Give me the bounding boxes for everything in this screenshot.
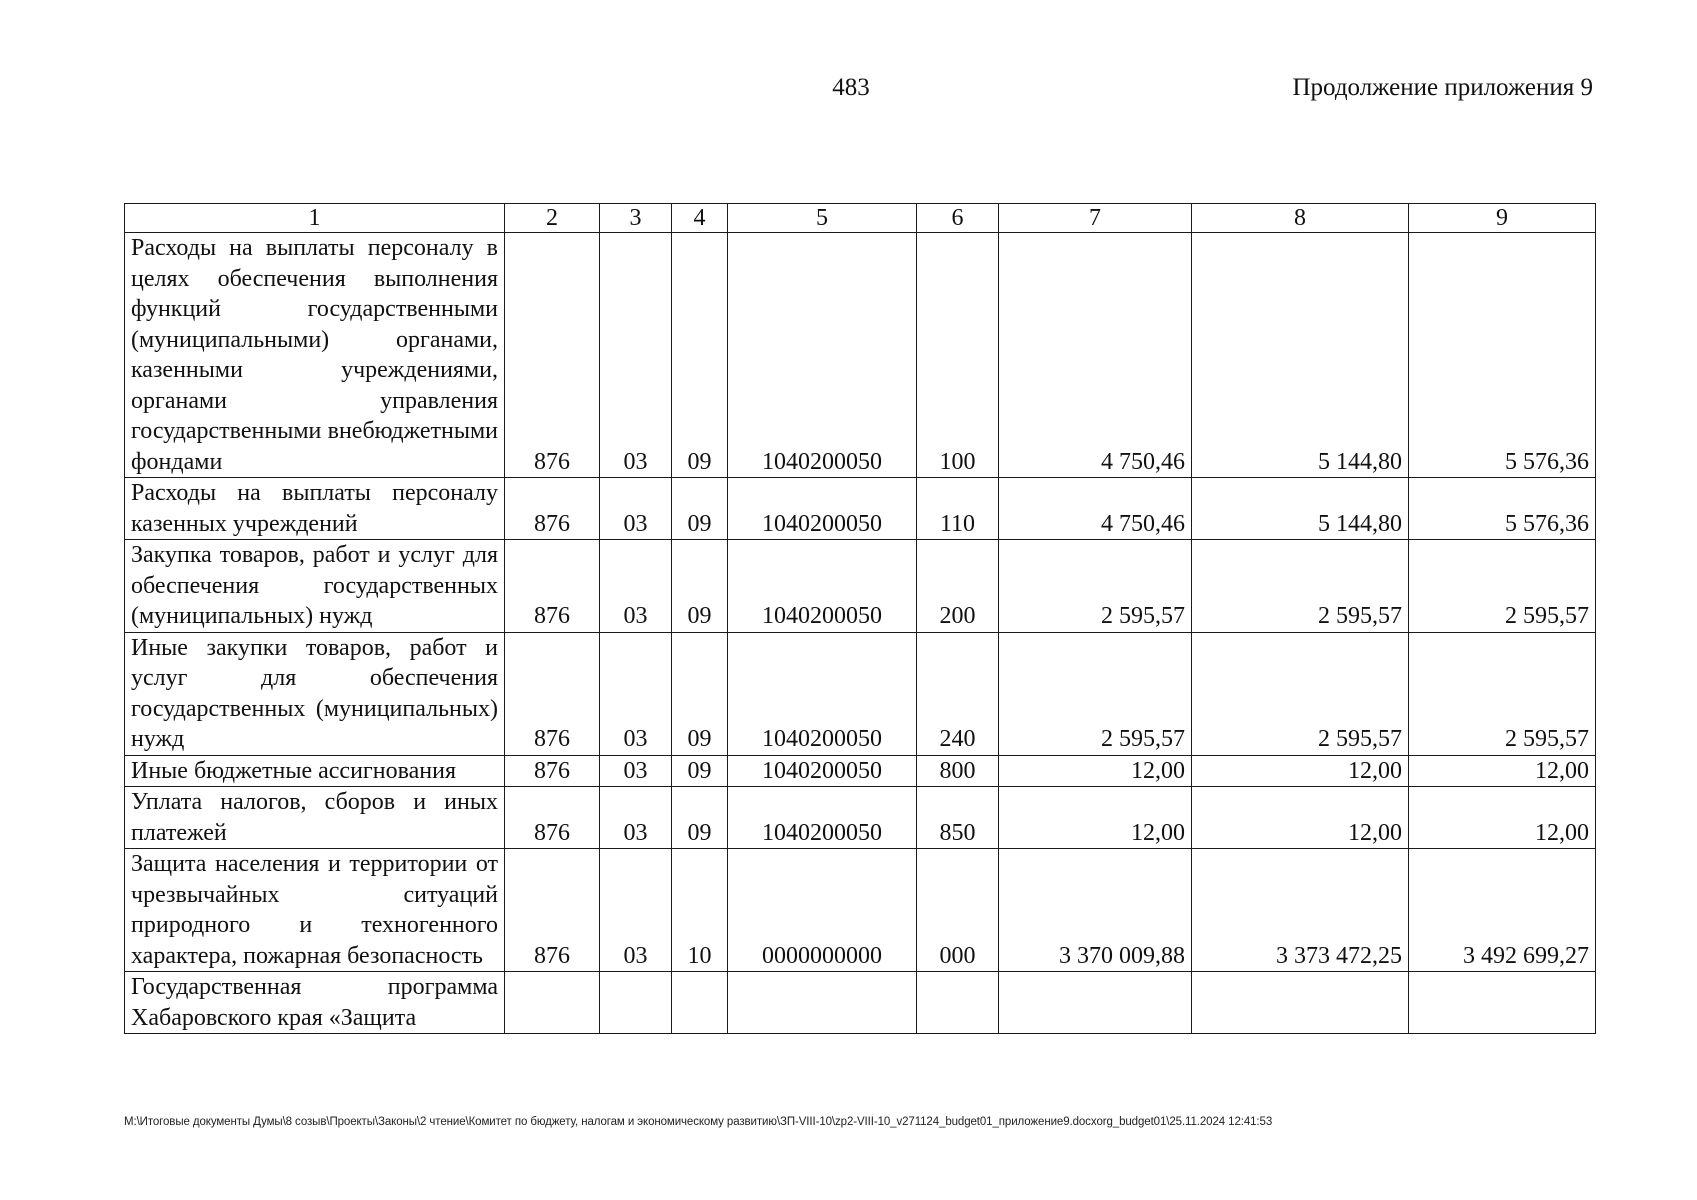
column-number-3: 3	[600, 204, 672, 233]
subsection-code-cell: 09	[672, 540, 728, 633]
column-number-9: 9	[1409, 204, 1596, 233]
expense-type-code-cell: 100	[917, 233, 999, 478]
subsection-code-cell: 09	[672, 755, 728, 787]
column-number-1: 1	[125, 204, 505, 233]
subsection-code-cell: 09	[672, 478, 728, 540]
expense-name-cell: Уплата налогов, сборов и иных платежей	[125, 787, 505, 849]
table-row	[125, 849, 1596, 972]
budget-table	[124, 203, 1596, 1034]
amount-col9-cell: 2 595,57	[1409, 632, 1596, 755]
subsection-code-cell: 09	[672, 787, 728, 849]
amount-col9-cell: 12,00	[1409, 787, 1596, 849]
table-row	[125, 540, 1596, 633]
grbs-code-cell: 876	[505, 233, 600, 478]
amount-col9-cell: 12,00	[1409, 755, 1596, 787]
column-number-8: 8	[1192, 204, 1409, 233]
grbs-code-cell: 876	[505, 632, 600, 755]
amount-col8-cell: 5 144,80	[1192, 478, 1409, 540]
expense-type-code-cell: 110	[917, 478, 999, 540]
amount-col7-cell: 2 595,57	[999, 540, 1192, 633]
subsection-code-cell: 09	[672, 632, 728, 755]
grbs-code-cell: 876	[505, 540, 600, 633]
table-row	[125, 972, 1596, 1034]
subsection-code-cell	[672, 972, 728, 1034]
section-code-cell: 03	[600, 755, 672, 787]
amount-col8-cell: 2 595,57	[1192, 540, 1409, 633]
amount-col9-cell: 5 576,36	[1409, 478, 1596, 540]
amount-col8-cell: 12,00	[1192, 787, 1409, 849]
amount-col9-cell: 3 492 699,27	[1409, 849, 1596, 972]
target-article-code-cell: 1040200050	[728, 233, 917, 478]
grbs-code-cell: 876	[505, 849, 600, 972]
expense-name-cell: Расходы на выплаты персоналу казенных учреждений	[125, 478, 505, 540]
target-article-code-cell: 1040200050	[728, 787, 917, 849]
expense-type-code-cell	[917, 972, 999, 1034]
section-code-cell: 03	[600, 233, 672, 478]
amount-col9-cell	[1409, 972, 1596, 1034]
section-code-cell: 03	[600, 478, 672, 540]
table-row	[125, 632, 1596, 755]
amount-col7-cell: 3 370 009,88	[999, 849, 1192, 972]
expense-type-code-cell: 850	[917, 787, 999, 849]
column-number-7: 7	[999, 204, 1192, 233]
column-number-5: 5	[728, 204, 917, 233]
amount-col8-cell: 3 373 472,25	[1192, 849, 1409, 972]
expense-name-cell: Иные бюджетные ассигнования	[125, 755, 505, 787]
amount-col7-cell: 12,00	[999, 787, 1192, 849]
expense-type-code-cell: 800	[917, 755, 999, 787]
expense-name-cell: Защита населения и территории от чрезвычайных ситуаций природного и техногенного характера, пожарная безопасность	[125, 849, 505, 972]
expense-type-code-cell: 000	[917, 849, 999, 972]
table-row	[125, 478, 1596, 540]
amount-col8-cell: 5 144,80	[1192, 233, 1409, 478]
section-code-cell: 03	[600, 787, 672, 849]
amount-col7-cell: 4 750,46	[999, 478, 1192, 540]
section-code-cell	[600, 972, 672, 1034]
amount-col7-cell: 12,00	[999, 755, 1192, 787]
appendix-continuation-label: Продолжение приложения 9	[1292, 74, 1593, 101]
subsection-code-cell: 10	[672, 849, 728, 972]
grbs-code-cell: 876	[505, 787, 600, 849]
footer-file-path: M:\Итоговые документы Думы\8 созыв\Проекты\Законы\2 чтение\Комитет по бюджету, налогам и экономическому развитию\ЗП-VIII-10\zp2-VIII-10_v271124_budget01_приложение9.docxorg_budget01\25.11.2024 12:41:53	[124, 1116, 1273, 1128]
target-article-code-cell	[728, 972, 917, 1034]
amount-col9-cell: 5 576,36	[1409, 233, 1596, 478]
expense-name-cell: Иные закупки товаров, работ и услуг для обеспечения государственных (муниципальных) нужд	[125, 632, 505, 755]
amount-col8-cell	[1192, 972, 1409, 1034]
grbs-code-cell: 876	[505, 755, 600, 787]
grbs-code-cell: 876	[505, 478, 600, 540]
expense-name-cell: Расходы на выплаты персоналу в целях обеспечения выполнения функций государственными (муниципальными) органами, казенными учреждениями, органами управления государственными внебюджетными фондами	[125, 233, 505, 478]
section-code-cell: 03	[600, 849, 672, 972]
table-row	[125, 787, 1596, 849]
table-row	[125, 233, 1596, 478]
subsection-code-cell: 09	[672, 233, 728, 478]
column-number-2: 2	[505, 204, 600, 233]
target-article-code-cell: 0000000000	[728, 849, 917, 972]
table-row	[125, 755, 1596, 787]
section-code-cell: 03	[600, 632, 672, 755]
amount-col7-cell	[999, 972, 1192, 1034]
target-article-code-cell: 1040200050	[728, 632, 917, 755]
column-number-6: 6	[917, 204, 999, 233]
amount-col9-cell: 2 595,57	[1409, 540, 1596, 633]
amount-col8-cell: 12,00	[1192, 755, 1409, 787]
target-article-code-cell: 1040200050	[728, 478, 917, 540]
target-article-code-cell: 1040200050	[728, 755, 917, 787]
amount-col7-cell: 4 750,46	[999, 233, 1192, 478]
amount-col7-cell: 2 595,57	[999, 632, 1192, 755]
section-code-cell: 03	[600, 540, 672, 633]
expense-name-cell: Государственная программа Хабаровского края «Защита	[125, 972, 505, 1034]
expense-name-cell: Закупка товаров, работ и услуг для обеспечения государственных (муниципальных) нужд	[125, 540, 505, 633]
amount-col8-cell: 2 595,57	[1192, 632, 1409, 755]
expense-type-code-cell: 240	[917, 632, 999, 755]
expense-type-code-cell: 200	[917, 540, 999, 633]
target-article-code-cell: 1040200050	[728, 540, 917, 633]
page-number: 483	[832, 74, 870, 101]
column-number-row	[125, 204, 1596, 233]
column-number-4: 4	[672, 204, 728, 233]
grbs-code-cell	[505, 972, 600, 1034]
